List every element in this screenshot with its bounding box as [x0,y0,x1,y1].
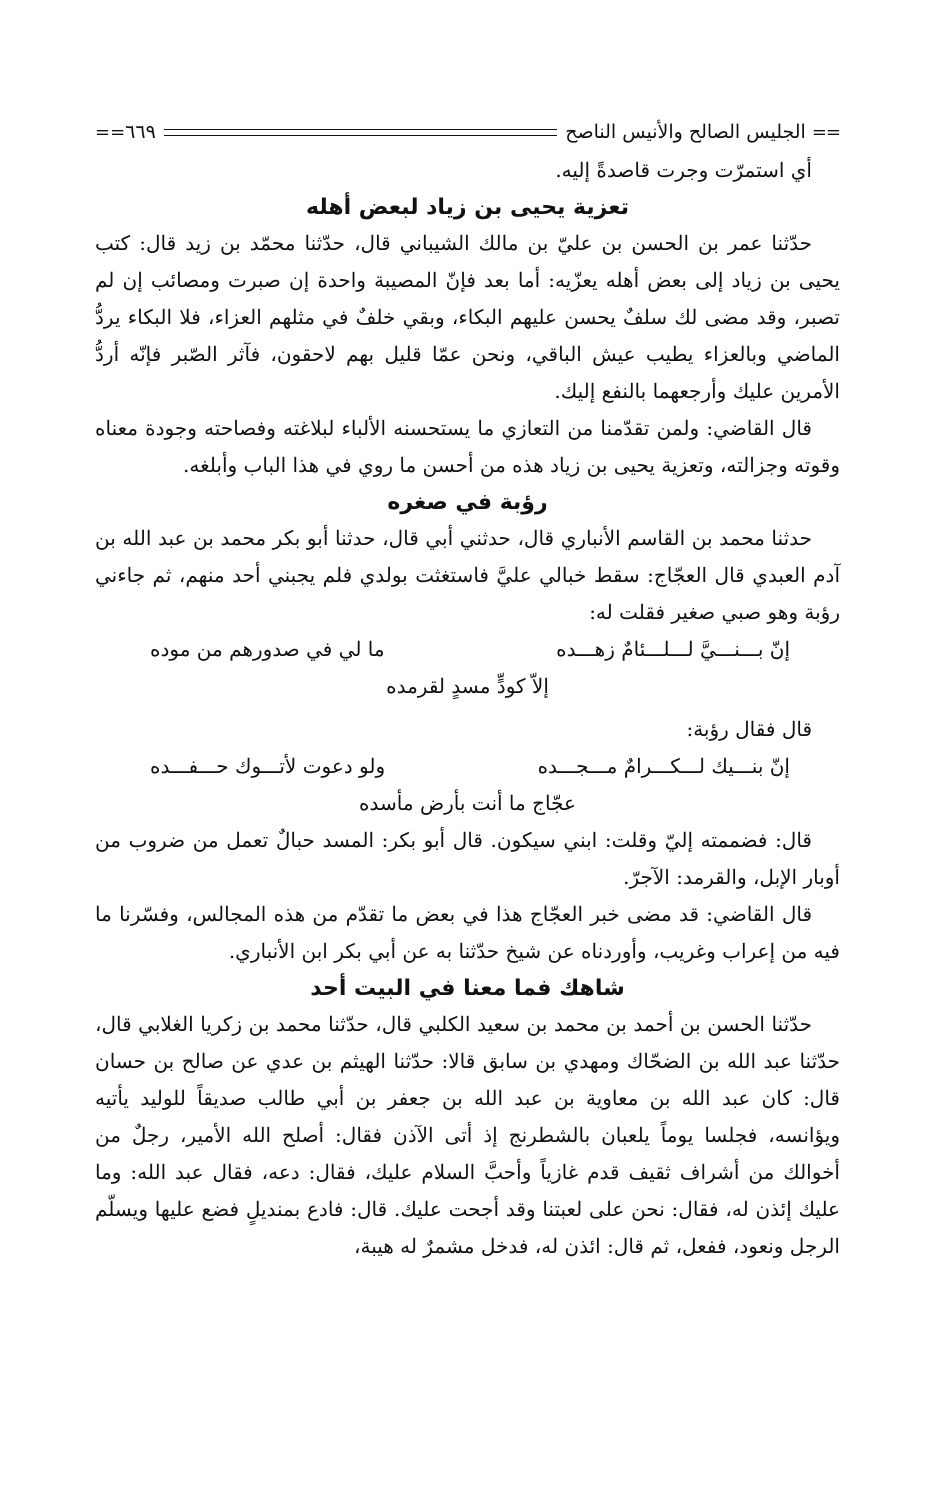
section-heading-shahak: شاهك فما معنا في البيت أحد [310,976,625,1001]
paragraph-ruba-reply-intro: قال فقال رؤبة: [686,717,812,741]
verse-row-1 [95,631,840,668]
section-heading-condolence: تعزية يحيى بن زياد لبعض أهله [306,195,629,220]
verse-center-1: إلاّ كودٍّ مسدٍ لقرمده [386,674,549,698]
verse-hemistich-right: إنّ بـــنـــيَّ لـــلـــئامٌ زهـــده [556,637,790,661]
paragraph-abu-bakr-gloss: قال: فضممته إليّ وقلت: ابني سيكون. قال أبو بكر: المسد حبالٌ تعمل من ضروب من أوبار الإبل، والقرمد: الآجرّ. [95,828,840,889]
section-heading-ruba: رؤبة في صغره [387,490,548,515]
page-number: ٦٦٩ [125,121,156,143]
header-dash-end: == [95,121,126,143]
header-dash: == [811,121,840,143]
paragraph-ajjaj-story: حدثنا محمد بن القاسم الأنباري قال، حدثني أبي قال، حدثنا أبو بكر محمد بن عبد الله بن آدم العبدي قال العجّاج: سقط خبالي عليَّ فاستغثت بولدي فلم يجبني أحد منهم، ثم جاءني رؤبة وهو صبي صغير فقلت له: [95,526,840,624]
header-rule [164,129,557,136]
verse-hemistich-right: إنّ بنـــيك لـــكـــرامٌ مـــجـــده [537,754,790,778]
paragraph-chess-story: حدّثنا الحسن بن أحمد بن محمد بن سعيد الكلبي قال، حدّثنا محمد بن زكريا الغلابي قال، حدّثنا عبد الله بن الضحّاك ومهدي بن سابق قالا: حدّثنا الهيثم بن عدي عن صالح بن حسان قال: كان عبد الله بن معاوية بن عبد الله بن جعفر بن أبي طالب صديقاً للوليد يأتيه ويؤانسه، فجلسا يوماً يلعبان بالشطرنج إذ أتى الآذن فقال: أصلح الله الأمير، رجلٌ من أخوالك من أشراف ثقيف قدم غازياً وأحبَّ السلام عليك، فقال: دعه، فقال عبد الله: وما عليك إئذن له، فقال: نحن على لعبتنا وقد أجحت عليك. قال: فادع بمنديلٍ فضع عليها ويسلّم الرجل ونعود، ففعل، ثم قال: ائذن له، فدخل مشمرٌ له هيبة، [95,1012,840,1258]
verse-center-2: عجّاج ما أنت بأرض مأسده [359,791,576,815]
running-header [95,112,840,152]
book-page [95,112,840,1265]
paragraph-condolence-letter: حدّثنا عمر بن الحسن بن عليّ بن مالك الشيباني قال، حدّثنا محمّد بن زيد قال: كتب يحيى بن زياد إلى بعض أهله يعزّيه: أما بعد فإنّ المصيبة واحدة إن صبرت ومصائب إن لم تصبر، وقد مضى لك سلفٌ يحسن عليهم البكاء، وبقي خلفٌ في مثلهم العزاء، فلا البكاء يردُّ الماضي وبالعزاء يطيب عيش الباقي، ونحن عمّا قليل بهم لاحقون، فآثر الصّبر فإنّه أردُّ الأمرين عليك وأرجعهما بالنفع إليك. [95,231,840,403]
verse-hemistich-left: ما لي في صدورهم من موده [150,637,385,661]
paragraph-qadi-comment-2: قال القاضي: قد مضى خبر العجّاج هذا في بعض ما تقدّم من هذه المجالس، وفسّرنا ما فيه من إعراب وغريب، وأوردناه عن شيخ حدّثنا به عن أبي بكر ابن الأنباري. [95,902,840,963]
verse-row-2 [95,748,840,785]
paragraph-qadi-comment-1: قال القاضي: ولمن تقدّمنا من التعازي ما يستحسنه الألباء لبلاغته وفصاحته وجودة معناه وقوته وجزالته، وتعزية يحيى بن زياد هذه من أحسن ما روي في هذا الباب وأبلغه. [95,416,840,477]
intro-line: أي استمرّت وجرت قاصدةً إليه. [555,158,812,182]
verse-hemistich-left: ولو دعوت لأتـــوك حـــفـــده [150,754,386,778]
header-title: الجليس الصالح والأنيس الناصح [565,121,806,143]
